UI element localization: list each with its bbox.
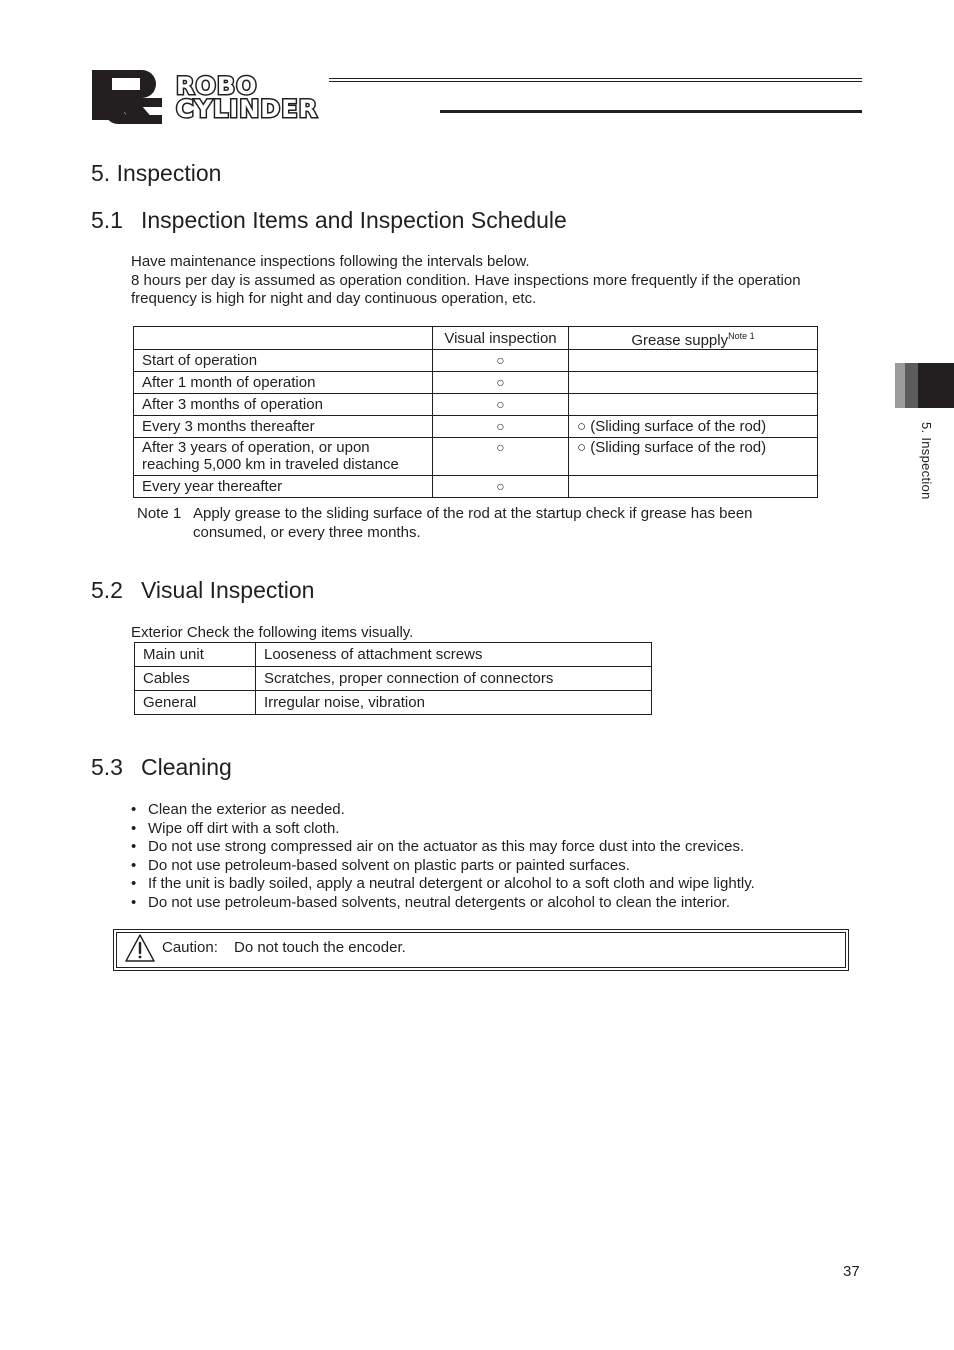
header-visual-inspection: Visual inspection — [433, 327, 569, 350]
section-title: Cleaning — [141, 754, 232, 780]
timing-cell: After 3 years of operation, or upon reaching 5,000 km in traveled distance — [134, 438, 433, 476]
section-5-3-heading — [91, 754, 232, 781]
visual-check-mark: ○ — [433, 438, 569, 476]
grease-cell: ○ (Sliding surface of the rod) — [569, 438, 818, 476]
header-rule-thin-1 — [329, 78, 862, 79]
chapter-tab-light — [895, 363, 905, 408]
grease-cell — [569, 372, 818, 394]
inspection-schedule-table — [133, 326, 818, 498]
visual-inspection-table — [134, 642, 652, 715]
note-text: Apply grease to the sliding surface of the rod at the startup check if grease has been consumed, or every three months. — [193, 505, 753, 541]
visual-check-mark: ○ — [433, 416, 569, 438]
list-item: • If the unit is badly soiled, apply a neutral detergent or alcohol to a soft cloth and wipe lightly. — [131, 875, 755, 894]
section-5-1-intro — [131, 253, 851, 309]
note-label: Note 1 — [137, 505, 182, 522]
page-number: 37 — [843, 1263, 860, 1280]
section-number: 5.3 — [91, 754, 123, 780]
table-row — [134, 394, 818, 416]
timing-cell: Every 3 months thereafter — [134, 416, 433, 438]
caution-box-inner-border — [116, 932, 846, 968]
chapter-tab-mid — [905, 363, 918, 408]
visual-check-mark: ○ — [433, 394, 569, 416]
section-5-2-intro: Exterior Check the following items visually. — [131, 624, 414, 641]
check-cell: Irregular noise, vibration — [256, 691, 652, 715]
grease-cell — [569, 476, 818, 498]
section-5-2-heading — [91, 577, 314, 604]
header-rule-thin-2 — [329, 81, 862, 82]
logo-text-robo: ROBO — [176, 72, 258, 100]
timing-cell: Start of operation — [134, 350, 433, 372]
warning-triangle-icon — [124, 933, 156, 963]
side-chapter-label: 5. Inspection — [919, 422, 934, 500]
visual-check-mark: ○ — [433, 476, 569, 498]
section-number: 5.2 — [91, 577, 123, 603]
section-title: Inspection Items and Inspection Schedule — [141, 207, 567, 233]
table-row — [134, 438, 818, 476]
grease-cell — [569, 394, 818, 416]
section-number: 5.1 — [91, 207, 123, 233]
table-row — [135, 667, 652, 691]
grease-cell — [569, 350, 818, 372]
table-row — [135, 643, 652, 667]
item-cell: Cables — [135, 667, 256, 691]
item-cell: General — [135, 691, 256, 715]
table-row — [135, 691, 652, 715]
check-cell: Looseness of attachment screws — [256, 643, 652, 667]
header-grease-supply — [569, 327, 818, 350]
list-item: • Do not use petroleum-based solvents, neutral detergents or alcohol to clean the interior. — [131, 894, 755, 913]
visual-check-mark: ○ — [433, 350, 569, 372]
logo-text-cylinder: CYLINDER — [176, 95, 319, 123]
list-item: • Wipe off dirt with a soft cloth. — [131, 820, 755, 839]
note-reference: Note 1 — [728, 330, 755, 341]
caution-label: Caution: — [162, 939, 218, 956]
section-5-1-heading — [91, 207, 567, 234]
table-row — [134, 372, 818, 394]
section-title: Visual Inspection — [141, 577, 315, 603]
intro-line-1: Have maintenance inspections following the intervals below. — [131, 253, 530, 270]
visual-check-mark: ○ — [433, 372, 569, 394]
robo-cylinder-logo — [90, 68, 435, 126]
list-item: • Do not use petroleum-based solvent on plastic parts or painted surfaces. — [131, 857, 755, 876]
timing-cell: After 3 months of operation — [134, 394, 433, 416]
grease-supply-label: Grease supply — [631, 331, 729, 349]
timing-cell: Every year thereafter — [134, 476, 433, 498]
header-rule-thick — [440, 110, 862, 113]
chapter-title: 5. Inspection — [91, 160, 222, 186]
chapter-tab-dark — [918, 363, 954, 408]
caution-box — [113, 929, 849, 971]
table-header-row — [134, 327, 818, 350]
table-row — [134, 350, 818, 372]
check-cell: Scratches, proper connection of connectors — [256, 667, 652, 691]
timing-cell: After 1 month of operation — [134, 372, 433, 394]
table-row — [134, 416, 818, 438]
caution-text: Do not touch the encoder. — [234, 939, 406, 956]
cleaning-bullet-list — [131, 801, 755, 912]
grease-cell: ○ (Sliding surface of the rod) — [569, 416, 818, 438]
list-item: • Do not use strong compressed air on the actuator as this may force dust into the crevices. — [131, 838, 755, 857]
header-cell-empty — [134, 327, 433, 350]
table-row — [134, 476, 818, 498]
list-item: • Clean the exterior as needed. — [131, 801, 755, 820]
intro-line-2: 8 hours per day is assumed as operation condition. Have inspections more frequently if the operation frequency is high for night and day continuous operation, etc. — [131, 271, 801, 307]
item-cell: Main unit — [135, 643, 256, 667]
